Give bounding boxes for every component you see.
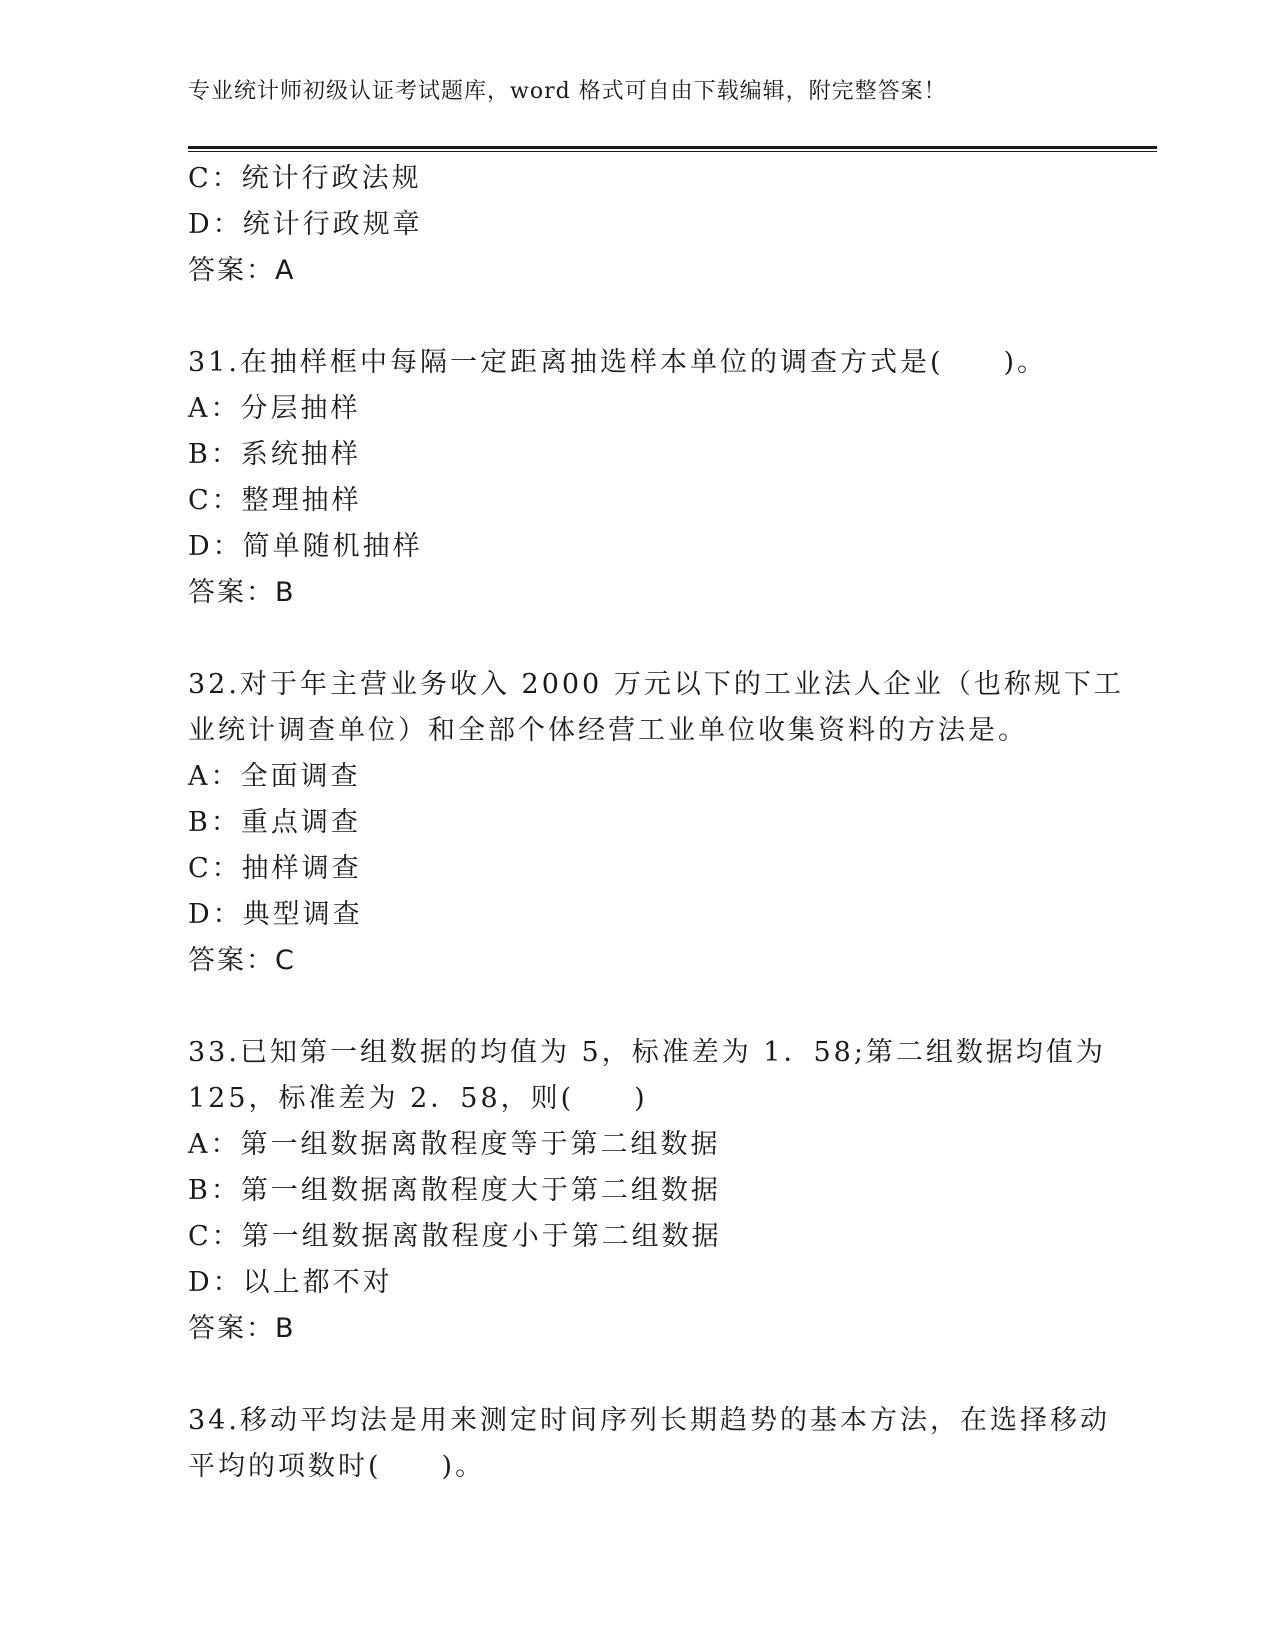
option-b: B：重点调查 [188,807,361,838]
option-a: A：第一组数据离散程度等于第二组数据 [188,1129,721,1160]
question-block [188,1398,1110,1490]
question-block [188,662,1124,984]
option-d: D：统计行政规章 [188,209,423,240]
question-text: 32.对于年主营业务收入 2000 万元以下的工业法人企业（也称规下工 [188,669,1124,700]
question-block [188,156,1068,294]
answer-line: 答案：B [188,1313,296,1344]
question-text: 平均的项数时( )。 [188,1451,486,1482]
option-c: C：抽样调查 [188,853,362,884]
option-d: D：典型调查 [188,899,363,930]
page-header: 专业统计师初级认证考试题库，word 格式可自由下载编辑，附完整答案！ [188,79,947,104]
option-c: C：统计行政法规 [188,163,422,194]
option-c: C：整理抽样 [188,485,362,516]
option-d: D：以上都不对 [188,1267,393,1298]
answer-line: 答案：C [188,945,296,976]
option-a: A：分层抽样 [188,393,361,424]
option-b: B：第一组数据离散程度大于第二组数据 [188,1175,721,1206]
option-a: A：全面调查 [188,761,361,792]
header-rule-thin [188,151,1157,152]
question-block [188,340,1068,616]
header-rule-thick [188,146,1157,149]
option-d: D：简单随机抽样 [188,531,423,562]
question-list [188,156,1124,1490]
question-text: 34.移动平均法是用来测定时间序列长期趋势的基本方法，在选择移动 [188,1405,1110,1436]
question-text: 125，标准差为 2．58，则( ) [188,1083,648,1114]
question-text: 31.在抽样框中每隔一定距离抽选样本单位的调查方式是( )。 [188,347,1048,378]
question-block [188,1030,1106,1352]
question-text: 业统计调查单位）和全部个体经营工业单位收集资料的方法是。 [188,715,1028,746]
option-c: C：第一组数据离散程度小于第二组数据 [188,1221,722,1252]
answer-line: 答案：A [188,255,296,286]
option-b: B：系统抽样 [188,439,361,470]
question-text: 33.已知第一组数据的均值为 5，标准差为 1．58;第二组数据均值为 [188,1037,1106,1068]
answer-line: 答案：B [188,577,296,608]
